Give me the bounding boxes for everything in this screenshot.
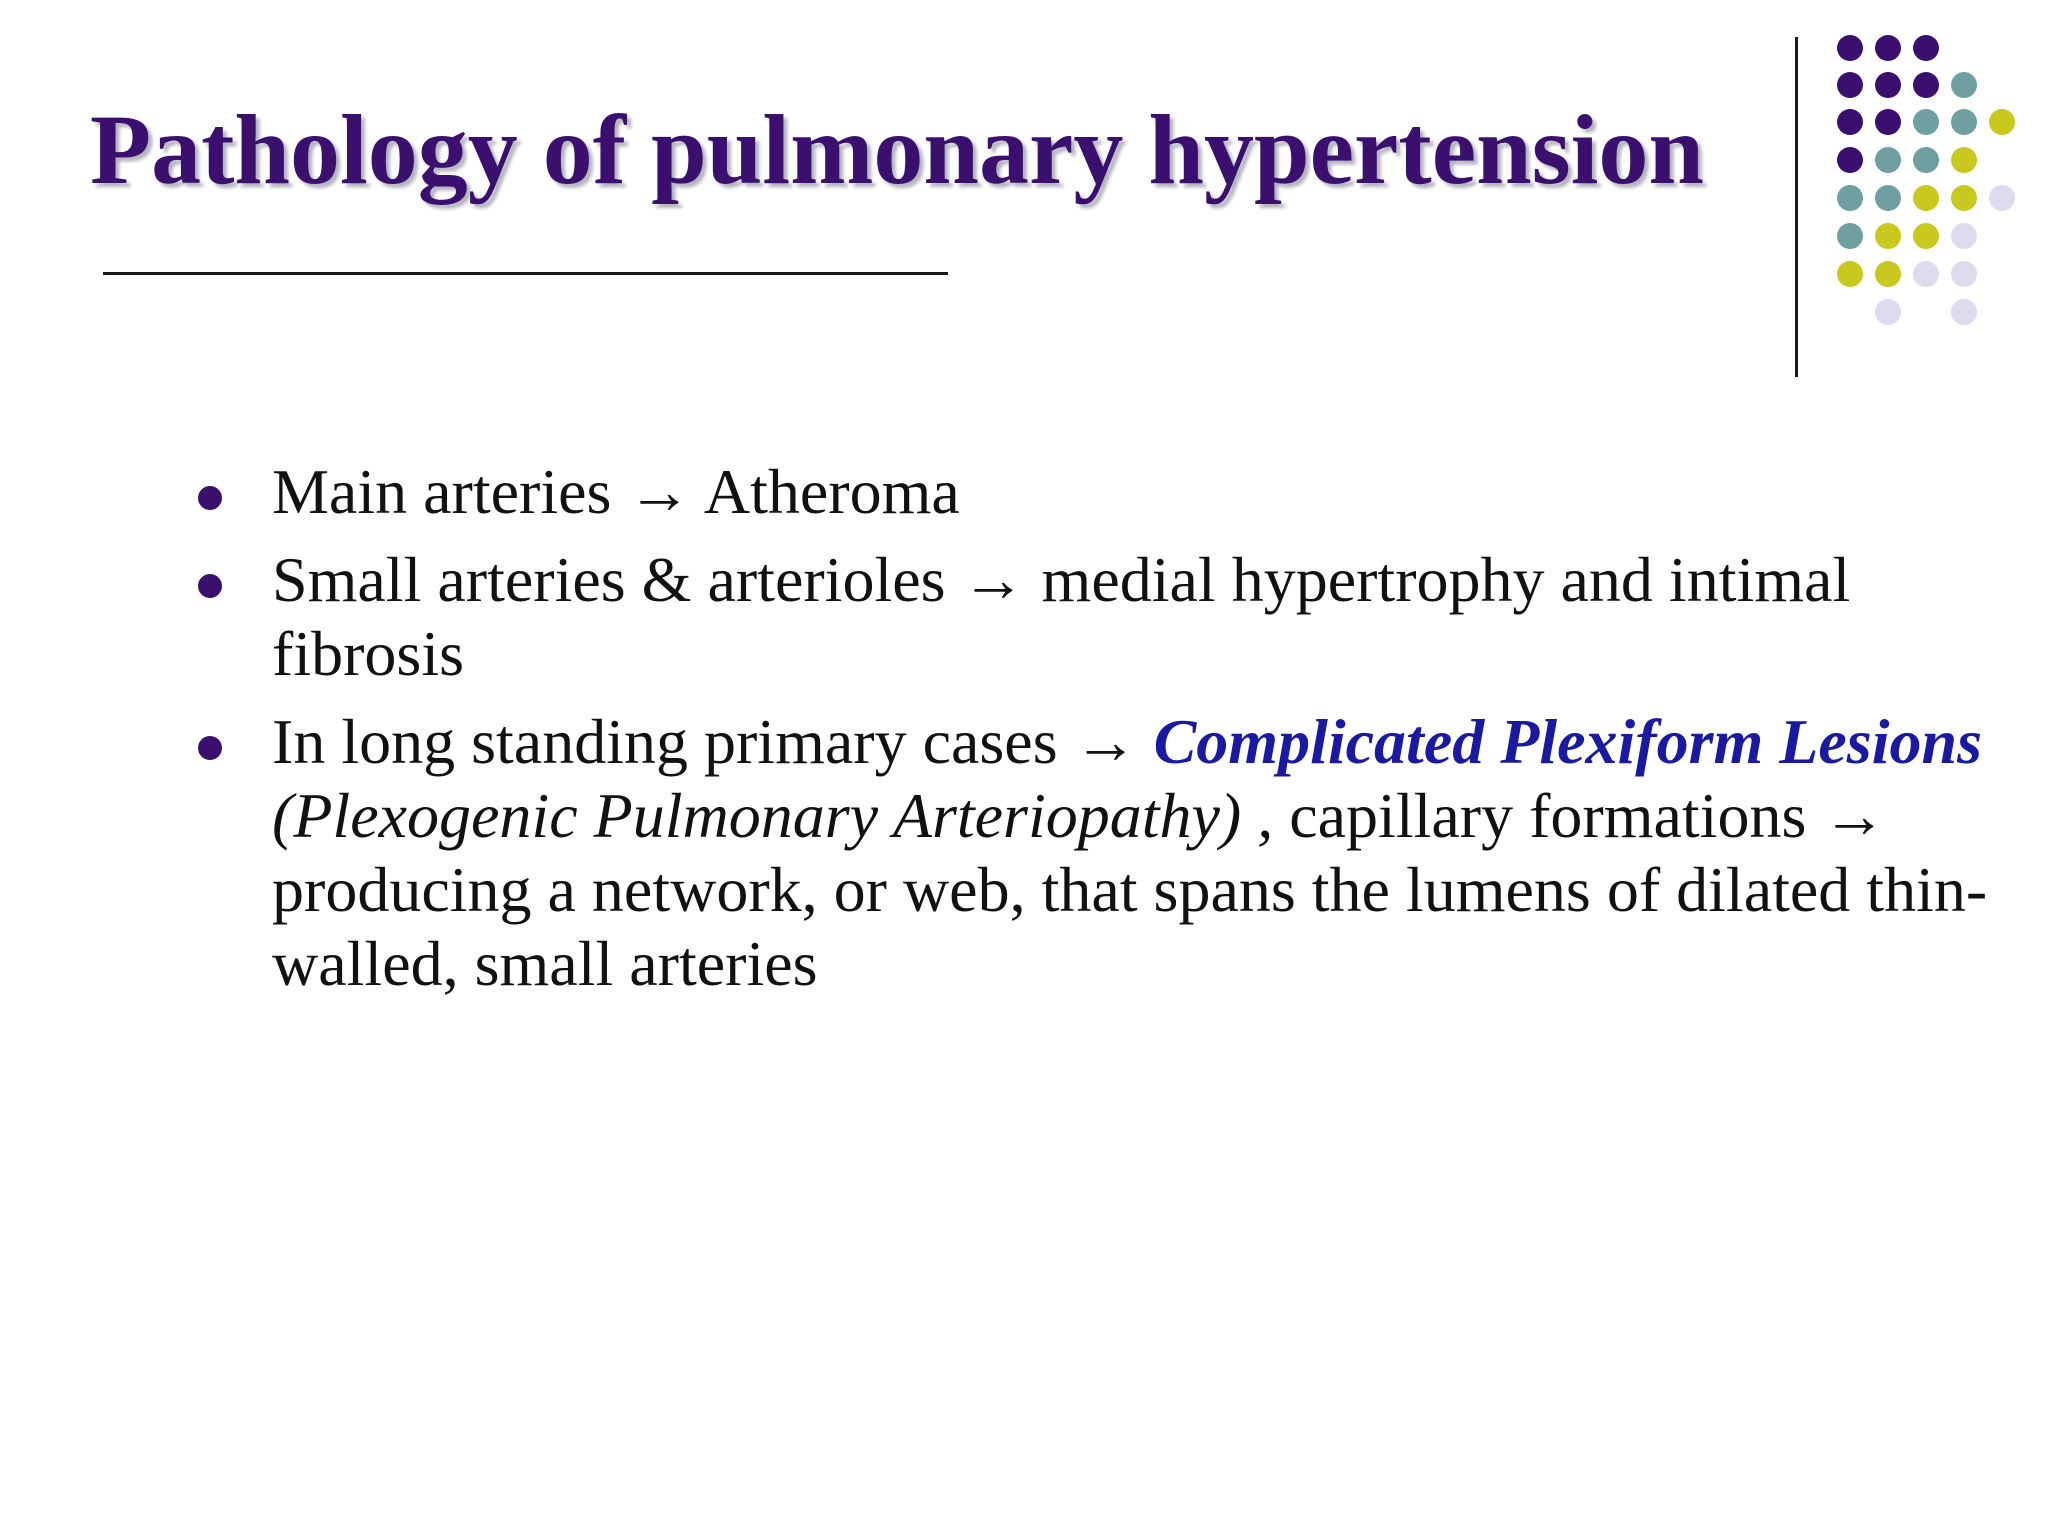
bullet-text: In long standing primary cases →	[272, 706, 1154, 777]
dot	[1951, 223, 1977, 249]
bullet-dot-icon	[198, 574, 222, 598]
bullet-item	[190, 455, 2010, 529]
dot	[1837, 147, 1863, 173]
dot	[1875, 261, 1901, 287]
dot	[1951, 109, 1977, 135]
bullet-item	[190, 543, 2010, 691]
dot	[1837, 223, 1863, 249]
bullet-italic: (Plexogenic Pulmonary Arteriopathy) ,	[272, 780, 1274, 851]
bullet-text: Small arteries & arterioles → medial hypertrophy and intimal fibrosis	[272, 544, 1851, 689]
dot	[1913, 261, 1939, 287]
dot	[1875, 72, 1901, 98]
dot	[1875, 147, 1901, 173]
vertical-divider	[1795, 37, 1798, 377]
dot	[1913, 185, 1939, 211]
dot	[1951, 261, 1977, 287]
bullet-list	[190, 455, 2010, 1015]
slide-title: Pathology of pulmonary hypertension	[90, 94, 1705, 205]
dot	[1875, 35, 1901, 61]
dot	[1913, 72, 1939, 98]
title-underline	[103, 272, 948, 275]
dot	[1989, 185, 2015, 211]
dot	[1837, 261, 1863, 287]
dot	[1837, 35, 1863, 61]
dot	[1989, 109, 2015, 135]
dot	[1913, 147, 1939, 173]
dot	[1913, 35, 1939, 61]
bullet-dot-icon	[198, 736, 222, 760]
bullet-dot-icon	[198, 486, 222, 510]
dot	[1837, 185, 1863, 211]
dot	[1913, 223, 1939, 249]
dot	[1837, 109, 1863, 135]
bullet-text: Main arteries → Atheroma	[272, 456, 960, 527]
bullet-emphasis: Complicated Plexiform Lesions	[1153, 706, 1982, 777]
dot	[1875, 299, 1901, 325]
dot	[1875, 223, 1901, 249]
dot	[1951, 72, 1977, 98]
dot	[1913, 109, 1939, 135]
dot	[1837, 72, 1863, 98]
dot	[1951, 147, 1977, 173]
dot	[1951, 299, 1977, 325]
dot	[1875, 185, 1901, 211]
bullet-item	[190, 705, 2010, 1001]
bullet-text-continued: capillary formations → producing a network, or web, that spans the lumens of dilated thin-walled, small arteries	[272, 780, 1988, 999]
dot	[1875, 109, 1901, 135]
dot	[1951, 185, 1977, 211]
